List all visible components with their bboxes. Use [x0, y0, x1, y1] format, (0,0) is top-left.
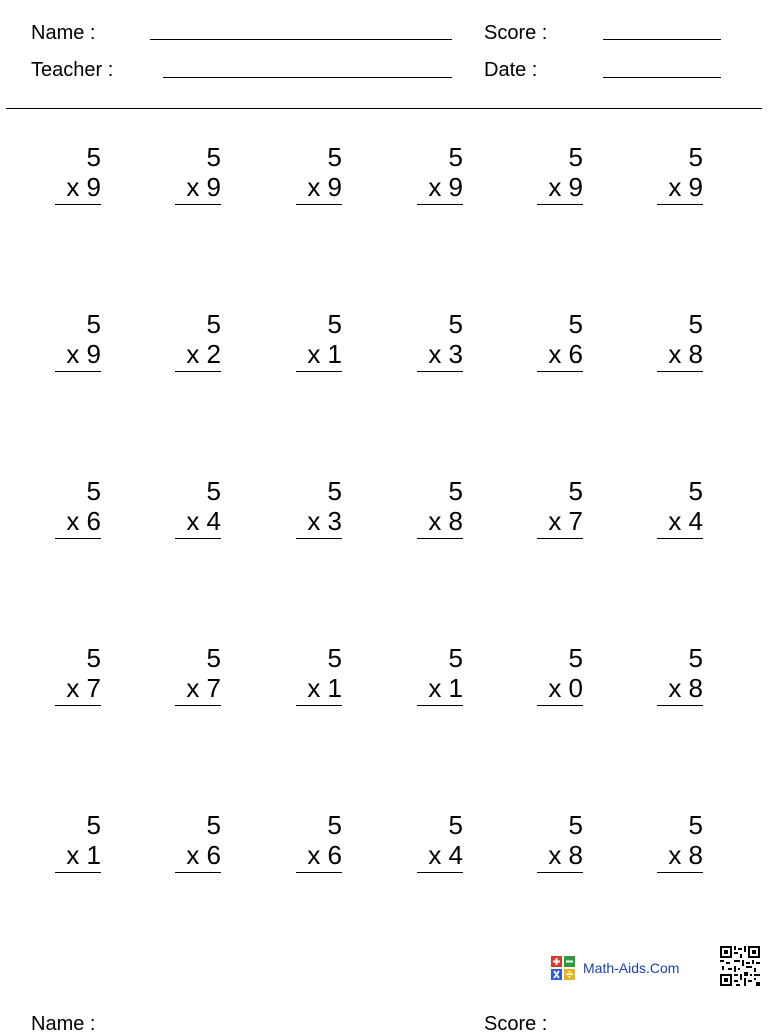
multiplicand: 5 — [327, 643, 342, 673]
multiplier: x 3 — [307, 506, 342, 536]
multiplier: x 7 — [186, 673, 221, 703]
multiplier: x 0 — [548, 673, 583, 703]
answer-line[interactable] — [537, 705, 583, 706]
multiplier: x 9 — [66, 339, 101, 369]
multiplier: x 8 — [668, 673, 703, 703]
multiplicand: 5 — [206, 476, 221, 506]
problem-item — [537, 643, 583, 713]
problem-item — [55, 476, 101, 546]
problem-item — [657, 810, 703, 880]
multiplicand: 5 — [206, 309, 221, 339]
answer-line[interactable] — [657, 538, 703, 539]
problem-item — [417, 643, 463, 713]
problem-item — [417, 476, 463, 546]
multiplicand: 5 — [568, 476, 583, 506]
answer-line[interactable] — [175, 204, 221, 205]
problem-item — [55, 643, 101, 713]
answer-line[interactable] — [417, 538, 463, 539]
multiplier: x 8 — [668, 840, 703, 870]
answer-line[interactable] — [55, 538, 101, 539]
multiplicand: 5 — [688, 643, 703, 673]
problem-item — [537, 142, 583, 212]
multiplicand: 5 — [688, 309, 703, 339]
multiplier: x 1 — [66, 840, 101, 870]
date-label: Date : — [484, 59, 538, 81]
name-label: Name : — [31, 22, 96, 44]
multiplicand: 5 — [327, 810, 342, 840]
answer-line[interactable] — [175, 538, 221, 539]
multiplicand: 5 — [688, 476, 703, 506]
multiplicand: 5 — [568, 810, 583, 840]
multiplier: x 7 — [66, 673, 101, 703]
answer-line[interactable] — [417, 705, 463, 706]
problem-item — [296, 643, 342, 713]
multiplier: x 4 — [186, 506, 221, 536]
multiplier: x 6 — [548, 339, 583, 369]
multiplier: x 3 — [428, 339, 463, 369]
answer-line[interactable] — [55, 872, 101, 873]
multiplicand: 5 — [448, 643, 463, 673]
problem-item — [417, 142, 463, 212]
problem-item — [55, 142, 101, 212]
answer-line[interactable] — [657, 705, 703, 706]
multiplicand: 5 — [327, 309, 342, 339]
multiplier: x 1 — [307, 339, 342, 369]
multiplier: x 2 — [186, 339, 221, 369]
answer-line[interactable] — [296, 705, 342, 706]
problem-item — [175, 476, 221, 546]
answer-line[interactable] — [417, 872, 463, 873]
multiplicand: 5 — [448, 810, 463, 840]
multiplier: x 8 — [428, 506, 463, 536]
problem-item — [296, 142, 342, 212]
answer-line[interactable] — [296, 872, 342, 873]
problem-item — [175, 643, 221, 713]
multiplier: x 8 — [668, 339, 703, 369]
problem-item — [55, 810, 101, 880]
problem-item — [657, 476, 703, 546]
multiplier: x 8 — [548, 840, 583, 870]
score-label: Score : — [484, 22, 548, 44]
answer-line[interactable] — [537, 204, 583, 205]
multiplicand: 5 — [568, 142, 583, 172]
answer-line[interactable] — [537, 538, 583, 539]
multiplicand: 5 — [86, 643, 101, 673]
problem-item — [657, 142, 703, 212]
answer-line[interactable] — [657, 204, 703, 205]
multiplicand: 5 — [448, 142, 463, 172]
problem-item — [417, 309, 463, 379]
multiplicand: 5 — [206, 643, 221, 673]
problem-item — [175, 309, 221, 379]
answer-line[interactable] — [537, 872, 583, 873]
answer-line[interactable] — [657, 371, 703, 372]
answer-line[interactable] — [296, 371, 342, 372]
problem-item — [417, 810, 463, 880]
multiplicand: 5 — [327, 142, 342, 172]
answer-line[interactable] — [55, 204, 101, 205]
multiplicand: 5 — [448, 309, 463, 339]
next-page-score-label: Score : — [484, 1013, 548, 1035]
multiplier: x 9 — [668, 172, 703, 202]
problem-item — [296, 309, 342, 379]
answer-line[interactable] — [657, 872, 703, 873]
multiplicand: 5 — [206, 142, 221, 172]
next-page-name-label: Name : — [31, 1013, 96, 1035]
answer-line[interactable] — [296, 538, 342, 539]
answer-line[interactable] — [296, 204, 342, 205]
calculator-icon — [551, 956, 575, 980]
problem-item — [175, 142, 221, 212]
answer-line[interactable] — [417, 371, 463, 372]
brand-link[interactable]: Math-Aids.Com — [583, 960, 680, 976]
multiplier: x 9 — [428, 172, 463, 202]
multiplicand: 5 — [448, 476, 463, 506]
multiplicand: 5 — [86, 309, 101, 339]
multiplier: x 9 — [307, 172, 342, 202]
teacher-label: Teacher : — [31, 59, 114, 81]
multiplier: x 1 — [428, 673, 463, 703]
problem-item — [657, 643, 703, 713]
multiplicand: 5 — [688, 810, 703, 840]
multiplier: x 6 — [307, 840, 342, 870]
answer-line[interactable] — [55, 371, 101, 372]
problem-item — [537, 476, 583, 546]
multiplier: x 4 — [428, 840, 463, 870]
answer-line[interactable] — [175, 705, 221, 706]
answer-line[interactable] — [417, 204, 463, 205]
problem-item — [537, 810, 583, 880]
multiplier: x 9 — [66, 172, 101, 202]
multiplicand: 5 — [86, 810, 101, 840]
problem-item — [296, 476, 342, 546]
problem-item — [657, 309, 703, 379]
answer-line[interactable] — [537, 371, 583, 372]
multiplicand: 5 — [568, 309, 583, 339]
problem-item — [175, 810, 221, 880]
multiplicand: 5 — [86, 142, 101, 172]
multiplier: x 7 — [548, 506, 583, 536]
qr-code-icon — [720, 946, 760, 986]
multiplier: x 9 — [548, 172, 583, 202]
multiplier: x 9 — [186, 172, 221, 202]
multiplicand: 5 — [688, 142, 703, 172]
problem-item — [537, 309, 583, 379]
multiplicand: 5 — [206, 810, 221, 840]
answer-line[interactable] — [175, 371, 221, 372]
multiplier: x 6 — [186, 840, 221, 870]
answer-line[interactable] — [175, 872, 221, 873]
problem-item — [55, 309, 101, 379]
multiplicand: 5 — [327, 476, 342, 506]
multiplicand: 5 — [568, 643, 583, 673]
answer-line[interactable] — [55, 705, 101, 706]
problem-item — [296, 810, 342, 880]
multiplier: x 4 — [668, 506, 703, 536]
multiplier: x 1 — [307, 673, 342, 703]
multiplicand: 5 — [86, 476, 101, 506]
multiplier: x 6 — [66, 506, 101, 536]
